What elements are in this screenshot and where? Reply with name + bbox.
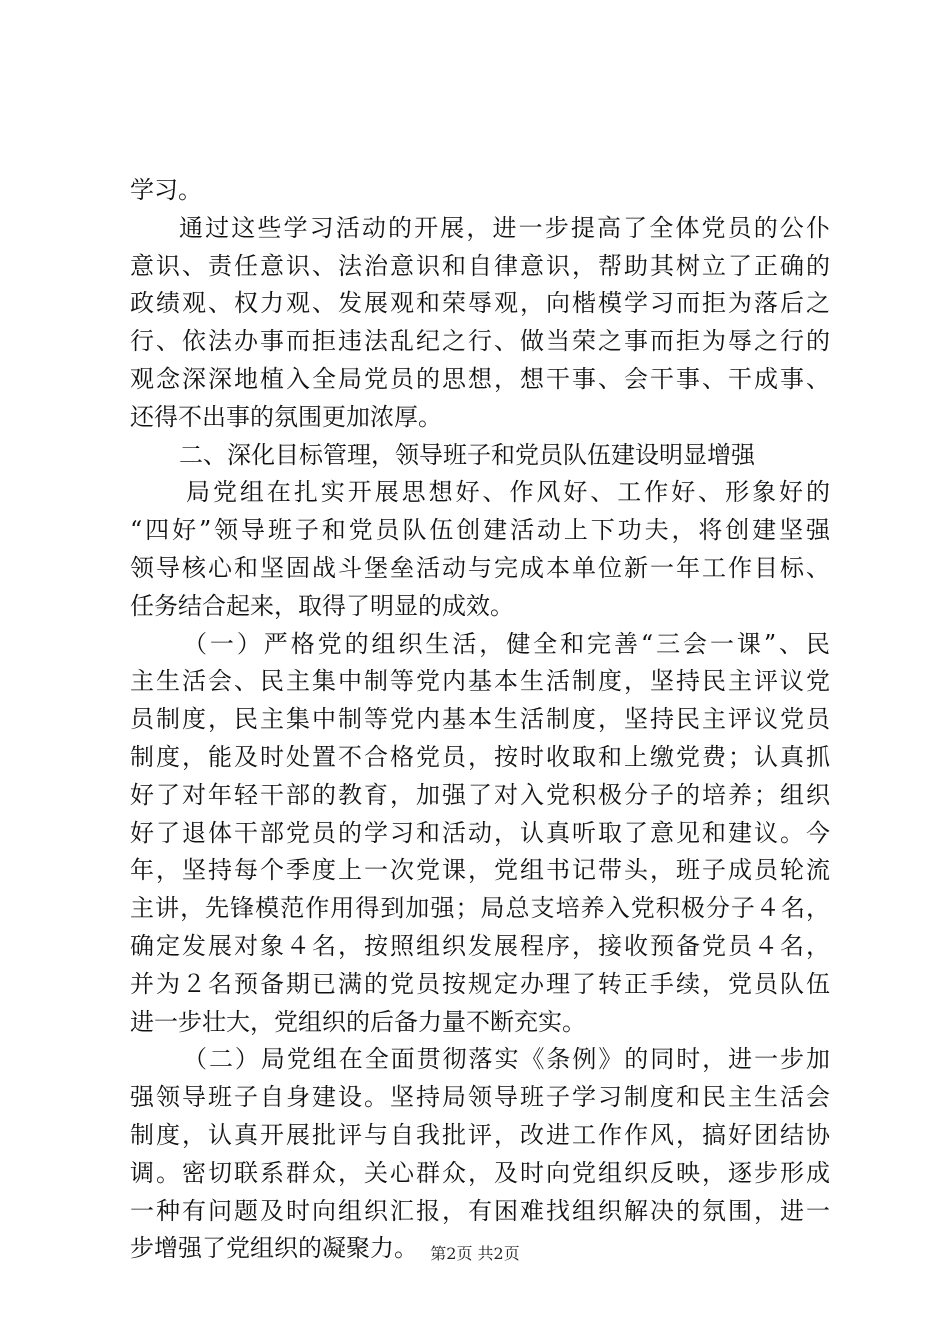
paragraph-line: 局党组在扎实开展思想好、作风好、工作好、形象好的 (186, 478, 830, 507)
paragraph (130, 210, 830, 437)
paragraph-line: 制度，能及时处置不合格党员，按时收取和上缴党费；认真抓 (130, 742, 830, 771)
paragraph-line: 行、依法办事而拒违法乱纪之行、做当荣之事而拒为辱之行的 (130, 327, 830, 356)
paragraph-line: “四好”领导班子和党员队伍创建活动上下功夫，将创建坚强 (130, 516, 830, 545)
paragraph-line: 主生活会、民主集中制等党内基本生活制度，坚持民主评议党 (130, 667, 830, 696)
paragraph-line: 通过这些学习活动的开展，进一步提高了全体党员的公仆 (179, 213, 830, 242)
paragraph-line: 进一步壮大，党组织的后备力量不断充实。 (130, 1007, 586, 1036)
paragraph-line: 好了对年轻干部的教育，加强了对入党积极分子的培养；组织 (130, 780, 830, 809)
paragraph-line: 任务结合起来，取得了明显的成效。 (130, 591, 514, 620)
paragraph-line: （一）严格党的组织生活，健全和完善“三会一课”、民 (183, 629, 830, 658)
paragraph (130, 474, 830, 625)
paragraph-line: 强领导班子自身建设。坚持局领导班子学习制度和民主生活会 (130, 1083, 830, 1112)
page-number-footer: 第2页 共2页 (430, 1244, 520, 1263)
paragraph-line: 并为２名预备期已满的党员按规定办理了转正手续，党员队伍 (130, 969, 830, 998)
paragraph (130, 626, 830, 1042)
document-body (130, 172, 830, 1268)
paragraph-line: 制度，认真开展批评与自我批评，改进工作作风，搞好团结协 (130, 1120, 830, 1149)
paragraph (130, 1041, 830, 1268)
paragraph-line: 调。密切联系群众，关心群众，及时向党组织反映，逐步形成 (130, 1158, 830, 1187)
paragraph-line: 确定发展对象４名，按照组织发展程序，接收预备党员４名， (130, 931, 830, 960)
paragraph-line: 政绩观、权力观、发展观和荣辱观，向楷模学习而拒为落后之 (130, 289, 830, 318)
paragraph-line: 主讲，先锋模范作用得到加强；局总支培养入党积极分子４名， (130, 894, 830, 923)
paragraph-line: 年，坚持每个季度上一次党课，党组书记带头，班子成员轮流 (130, 856, 830, 885)
paragraph-line: （二）局党组在全面贯彻落实《条例》的同时，进一步加 (183, 1045, 830, 1074)
paragraph-line: 领导核心和坚固战斗堡垒活动与完成本单位新一年工作目标、 (130, 553, 830, 582)
paragraph-line: 还得不出事的氛围更加浓厚。 (130, 402, 442, 431)
paragraph-line: 观念深深地植入全局党员的思想，想干事、会干事、干成事、 (130, 364, 830, 393)
paragraph-line: 学习。 (130, 176, 202, 204)
paragraph-line: 员制度，民主集中制等党内基本生活制度，坚持民主评议党员 (130, 705, 830, 734)
heading-text: 二、深化目标管理，领导班子和党员队伍建设明显增强 (179, 440, 755, 469)
paragraph-line: 步增强了党组织的凝聚力。 (130, 1234, 418, 1263)
paragraph-line: 好了退体干部党员的学习和活动，认真听取了意见和建议。今 (130, 818, 830, 847)
paragraph-line: 一种有问题及时向组织汇报，有困难找组织解决的氛围，进一 (130, 1196, 830, 1225)
paragraph (130, 172, 830, 210)
section-heading (130, 437, 830, 475)
paragraph-line: 意识、责任意识、法治意识和自律意识，帮助其树立了正确的 (130, 251, 830, 280)
